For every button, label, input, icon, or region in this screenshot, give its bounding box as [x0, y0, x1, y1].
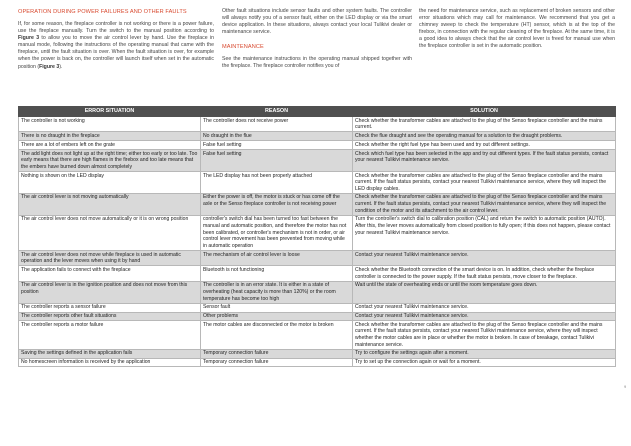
error-cell: The controller is not working — [19, 117, 201, 132]
error-cell: Nothing is shown on the LED display — [19, 171, 201, 193]
error-cell: The controller reports a sensor failure — [19, 303, 201, 312]
table-row — [19, 215, 616, 250]
maintenance-title: MAINTENANCE — [222, 44, 264, 51]
figure-reference: Figure 3 — [18, 35, 40, 42]
reason-cell: False fuel setting — [201, 141, 353, 150]
table-row — [19, 321, 616, 350]
reason-cell: The LED display has not been properly attached — [201, 171, 353, 193]
solution-cell: Check whether the transformer cables are attached to the plug of the Senso fireplace controller and the mains current. — [353, 117, 616, 132]
table-row — [19, 349, 616, 358]
error-cell: There are a lot of embers left on the grate — [19, 141, 201, 150]
table-row — [19, 171, 616, 193]
solution-cell: Check which fuel type has been selected in the app and try out different types. If the fault status persists, contact your nearest Tulikivi maintenance service. — [353, 149, 616, 171]
error-cell: The controller reports other fault situations — [19, 312, 201, 321]
error-cell: The air control lever is not moving automatically — [19, 193, 201, 215]
error-cell: The air control lever is in the ignition position and does not move from this position — [19, 281, 201, 303]
solution-cell: Turn the controller's switch dial to calibration position (CAL) and return the switch to automatic position (AUTO). After this, the lever moves automatically from closed position to fully open; if this does not happen, please contact your nearest Tulikivi maintenance service. — [353, 215, 616, 250]
fault-table — [18, 106, 616, 367]
table-row — [19, 312, 616, 321]
solution-cell: Check whether the transformer cables are attached to the plug of the Senso fireplace controller and the mains current. If the fault status persists, contact your nearest Tulikivi maintenance service, where they will inspect the condition of the motor and its attachment to the air control lever. — [353, 193, 616, 215]
error-cell: Saving the settings defined in the application fails — [19, 349, 201, 358]
table-row — [19, 251, 616, 266]
table-row — [19, 149, 616, 171]
reason-cell: No draught in the flue — [201, 132, 353, 141]
error-cell: There is no draught in the fireplace — [19, 132, 201, 141]
solution-cell: Wait until the state of overheating ends or until the room temperature goes down. — [353, 281, 616, 303]
solution-cell: Check whether the transformer cables are attached to the plug of the Senso fireplace controller and the mains current. If the fault status persists, contact your nearest Tulikivi maintenance service, where they will inspect whether the motor cables are in place or whether the motor is broken. In case of breakage, contact Tulikivi maintenance service. — [353, 321, 616, 350]
power-failure-paragraph: If, for some reason, the fireplace controller is not working or there is a power failure, use the fireplace manually. Turn the switch to the manual position according to Figure 3 to allow you to move the air control lever by hand. Use the fireplace in manual mode, following the instructions of the operating manual that came with the fireplace, until the fault situation is over. When the fault situation is over, for example when the power is back on, the controller will launch itself when set in the automatic position (Figure 3). — [18, 21, 214, 70]
table-row — [19, 358, 616, 367]
table-row — [19, 303, 616, 312]
other-faults-paragraph: Other fault situations include sensor faults and other system faults. The controller will always notify you of a sensor fault, either on the LED display or via the smart device application. In these situations, always contact your local Tulikivi dealer or maintenance service. — [222, 8, 412, 36]
error-cell: The application fails to connect with the fireplace — [19, 266, 201, 281]
table-row — [19, 281, 616, 303]
reason-cell: The controller does not receive power — [201, 117, 353, 132]
intro-power-failure-column — [18, 8, 214, 74]
solution-cell: Check whether the Bluetooth connection of the smart device is on. In addition, check whether the fireplace controller is connected to the power supply. If the fault status persists, move closer to the fireplace. — [353, 266, 616, 281]
reason-cell: The mechanism of air control lever is loose — [201, 251, 353, 266]
page-number: 9 — [624, 384, 627, 389]
table-row — [19, 266, 616, 281]
solution-cell: Try to set up the connection again or wait for a moment. — [353, 358, 616, 367]
solution-cell: Check the flue draught and see the operating manual for a solution to the draught problems. — [353, 132, 616, 141]
maintenance-continued-paragraph: the need for maintenance service, such as replacement of broken sensors and other error situations which may call for maintenance. We recommend that you get a chimney sweep to check the temperature (HT) sensor, which is at the top of the firebox, in connection with the regular cleaning of the fireplace. At the same time, it is a good idea to always check that the air control lever is freed for manual use when the fireplace controller is set in the automatic position. — [419, 8, 615, 50]
reason-cell: Temporary connection failure — [201, 358, 353, 367]
reason-cell: controller's switch dial has been turned too fast between the manual and automatic position, and therefore the motor has not been calibrated, or controller's mechanism is not in order, or air control lever movement has been prevented from moving while in automatic operation — [201, 215, 353, 250]
error-cell: The air control lever does not move while fireplace is used in automatic operation and the lever moves when using it by hand — [19, 251, 201, 266]
solution-cell: Check whether the transformer cables are attached to the plug of the Senso fireplace controller and the mains current. If the fault status persists, contact your nearest Tulikivi maintenance service, where they will inspect the LED display cables. — [353, 171, 616, 193]
solution-cell: Try to configure the settings again after a moment. — [353, 349, 616, 358]
reason-cell: Either the power is off, the motor is stuck or has come off the axle or the Senso fireplace controller is not receiving power — [201, 193, 353, 215]
header-error-situation: ERROR SITUATION — [19, 107, 201, 117]
table-row — [19, 141, 616, 150]
error-cell: The add light does not light up at the right time; either too early or too late. Too early means that there are high flames in the firebox and too late means that the embers have burned down almost completely — [19, 149, 201, 171]
error-cell: No homescreen information is received by the application — [19, 358, 201, 367]
error-cell: The controller reports a motor failure — [19, 321, 201, 350]
fault-table-header — [19, 107, 616, 117]
reason-cell: The controller is in an error state. It is either in a state of overheating (heat capacity is more than 120%) or the room temperature has become too high — [201, 281, 353, 303]
header-solution: SOLUTION — [353, 107, 616, 117]
solution-cell: Check whether the right fuel type has been used and try out different settings. — [353, 141, 616, 150]
table-row — [19, 193, 616, 215]
reason-cell: Sensor fault — [201, 303, 353, 312]
intro-maintenance-column — [222, 8, 412, 74]
error-cell: The air control lever does not move automatically or it is on wrong position — [19, 215, 201, 250]
reason-cell: The motor cables are disconnected or the motor is broken — [201, 321, 353, 350]
reason-cell: Temporary connection failure — [201, 349, 353, 358]
solution-cell: Contact your nearest Tulikivi maintenance service. — [353, 303, 616, 312]
reason-cell: False fuel setting — [201, 149, 353, 171]
solution-cell: Contact your nearest Tulikivi maintenance service. — [353, 312, 616, 321]
reason-cell: Bluetooth is not functioning — [201, 266, 353, 281]
header-reason: REASON — [201, 107, 353, 117]
table-row — [19, 117, 616, 132]
maintenance-paragraph: See the maintenance instructions in the operating manual shipped together with the fireplace. The fireplace controller notifies you of — [222, 56, 412, 70]
reason-cell: Other problems — [201, 312, 353, 321]
solution-cell: Contact your nearest Tulikivi maintenance service. — [353, 251, 616, 266]
table-row — [19, 132, 616, 141]
figure-reference: Figure 3 — [39, 63, 60, 70]
intro-right-column — [419, 8, 615, 54]
power-failure-title: OPERATION DURING POWER FAILURES AND OTHER FAULTS — [18, 9, 187, 15]
